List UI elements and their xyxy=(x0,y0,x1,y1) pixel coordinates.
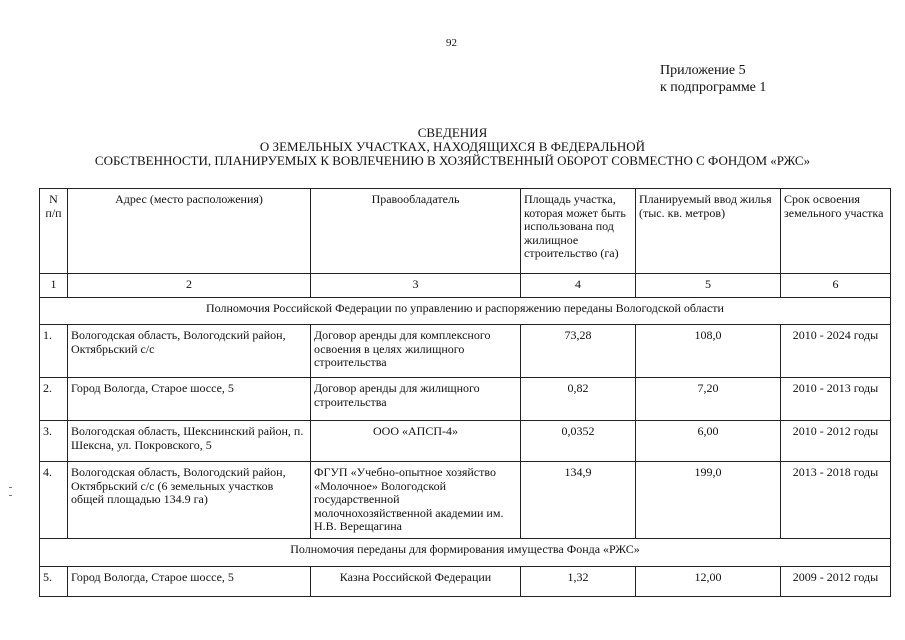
row-term: 2010 - 2012 годы xyxy=(781,421,891,462)
header-housing: Планируемый ввод жилья (тыс. кв. метров) xyxy=(636,189,781,274)
row-housing: 7,20 xyxy=(636,378,781,421)
header-holder: Правообладатель xyxy=(311,189,521,274)
row-term: 2010 - 2013 годы xyxy=(781,378,891,421)
column-numbers-row xyxy=(40,274,891,298)
row-holder: Казна Российской Федерации xyxy=(311,566,521,596)
row-holder: Договор аренды для комплексного освоения в целях жилищного строительства xyxy=(311,325,521,378)
table-row xyxy=(40,325,891,378)
appendix-label xyxy=(660,62,766,96)
title-line-3: СОБСТВЕННОСТИ, ПЛАНИРУЕМЫХ К ВОВЛЕЧЕНИЮ В ХОЗЯЙСТВЕННЫЙ ОБОРОТ СОВМЕСТНО С ФОНДОМ «РЖС» xyxy=(94,153,811,168)
row-address: Вологодская область, Шекснинский район, п. Шексна, ул. Покровского, 5 xyxy=(68,421,311,462)
row-address: Вологодская область, Вологодский район, Октябрьский с/с (6 земельных участков общей площадью 134.9 га) xyxy=(68,462,311,539)
row-holder: Договор аренды для жилищного строительства xyxy=(311,378,521,421)
appendix-line-2: к подпрограмме 1 xyxy=(660,80,767,95)
row-address: Город Вологда, Старое шоссе, 5 xyxy=(68,566,311,596)
row-housing: 12,00 xyxy=(636,566,781,596)
row-number: 5. xyxy=(40,566,68,596)
header-area: Площадь участка, которая может быть использована под жилищное строительство (га) xyxy=(521,189,636,274)
row-holder: ФГУП «Учебно-опытное хозяйство «Молочное» Вологодской государственной молочнохозяйственной академии им. Н.В. Верещагина xyxy=(311,462,521,539)
page-number: 92 xyxy=(446,37,457,49)
column-number: 1 xyxy=(40,274,68,298)
table-row xyxy=(40,462,891,539)
row-term: 2010 - 2024 годы xyxy=(781,325,891,378)
column-number: 2 xyxy=(68,274,311,298)
row-number: 2. xyxy=(40,378,68,421)
document-title xyxy=(0,126,905,168)
row-housing: 108,0 xyxy=(636,325,781,378)
row-number: 4. xyxy=(40,462,68,539)
section-row xyxy=(40,298,891,325)
column-number: 6 xyxy=(781,274,891,298)
row-number: 1. xyxy=(40,325,68,378)
row-area: 1,32 xyxy=(521,566,636,596)
land-plots-table xyxy=(39,188,891,597)
table-row xyxy=(40,566,891,596)
row-housing: 6,00 xyxy=(636,421,781,462)
table-row xyxy=(40,378,891,421)
row-area: 73,28 xyxy=(521,325,636,378)
appendix-line-1: Приложение 5 xyxy=(660,63,746,78)
row-term: 2009 - 2012 годы xyxy=(781,566,891,596)
row-holder: ООО «АПСП-4» xyxy=(311,421,521,462)
row-housing: 199,0 xyxy=(636,462,781,539)
column-number: 3 xyxy=(311,274,521,298)
row-address: Вологодская область, Вологодский район, Октябрьский с/с xyxy=(68,325,311,378)
row-area: 134,9 xyxy=(521,462,636,539)
title-line-2: О ЗЕМЕЛЬНЫХ УЧАСТКАХ, НАХОДЯЩИХСЯ В ФЕДЕРАЛЬНОЙ xyxy=(259,139,646,154)
margin-mark xyxy=(9,495,12,496)
header-address: Адрес (место расположения) xyxy=(68,189,311,274)
row-number: 3. xyxy=(40,421,68,462)
section-heading: Полномочия Российской Федерации по управлению и распоряжению переданы Вологодской области xyxy=(40,298,891,325)
margin-mark xyxy=(9,487,12,488)
row-term: 2013 - 2018 годы xyxy=(781,462,891,539)
section-heading: Полномочия переданы для формирования имущества Фонда «РЖС» xyxy=(40,538,891,566)
header-term: Срок освоения земельного участка xyxy=(781,189,891,274)
header-number: N п/п xyxy=(40,189,68,274)
header-row xyxy=(40,189,891,274)
row-area: 0,0352 xyxy=(521,421,636,462)
title-line-1: СВЕДЕНИЯ xyxy=(417,125,488,140)
row-address: Город Вологда, Старое шоссе, 5 xyxy=(68,378,311,421)
section-row xyxy=(40,538,891,566)
column-number: 5 xyxy=(636,274,781,298)
row-area: 0,82 xyxy=(521,378,636,421)
column-number: 4 xyxy=(521,274,636,298)
table-row xyxy=(40,421,891,462)
